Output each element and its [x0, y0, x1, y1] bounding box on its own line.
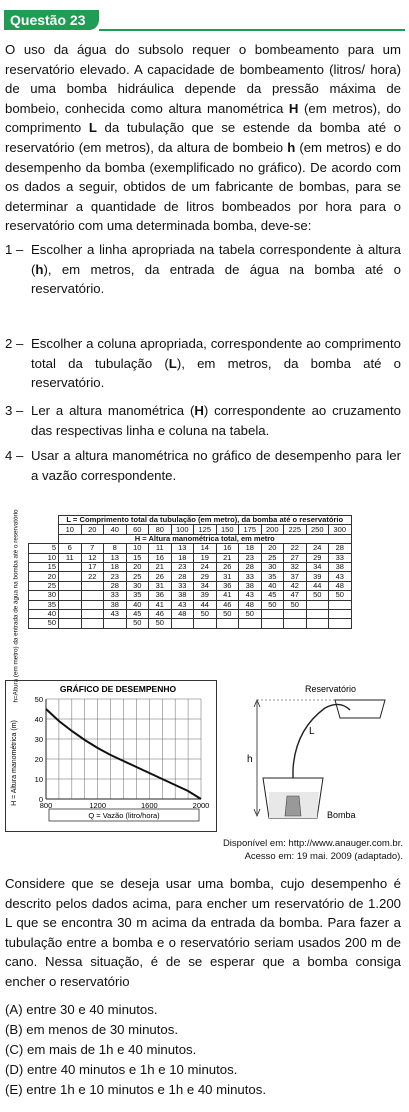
- table-cell: [329, 609, 352, 618]
- question-text: Considere que se deseja usar uma bomba, cujo desempenho é descrito pelos dados acima, para encher um reservatório de 1.200 L que se encontra 30 m acima da entrada da bomba. Para fazer a tubulação entre a bomba e o reservatório seriam usados 200 m de cano. Nessa situação, é de se esperar que a bomba consiga encher o reservatório: [5, 876, 401, 989]
- table-cell: [59, 600, 82, 609]
- table-cell: 19: [194, 553, 217, 562]
- blank-cell: [6, 591, 28, 600]
- table-cell: 44: [306, 581, 329, 590]
- table-cell: 29: [306, 553, 329, 562]
- table-row: [6, 572, 351, 581]
- x-tick-label: 800: [39, 801, 53, 810]
- table-cell: [216, 619, 239, 628]
- performance-chart-svg: [6, 681, 216, 831]
- table-cell: 43: [329, 572, 352, 581]
- table-cell: 50: [284, 600, 307, 609]
- step-number: 4 –: [5, 448, 24, 463]
- table-cell: 43: [171, 600, 194, 609]
- row-h-value: 20: [28, 572, 59, 581]
- y-tick-label: 30: [34, 735, 43, 744]
- blank-cell: [6, 581, 28, 590]
- option-text: em menos de 30 minutos.: [26, 1022, 178, 1037]
- column-header: 150: [216, 525, 239, 534]
- option-letter: (A): [5, 1002, 23, 1017]
- table-cell: 32: [284, 562, 307, 571]
- table-cell: 48: [171, 609, 194, 618]
- table-cell: 31: [149, 581, 172, 590]
- table-cell: 30: [126, 581, 149, 590]
- table-cell: 26: [149, 572, 172, 581]
- y-tick-label: 40: [34, 715, 43, 724]
- table-cell: 22: [81, 572, 104, 581]
- blank-cell: [6, 562, 28, 571]
- table-cell: 33: [329, 553, 352, 562]
- table-cell: [81, 619, 104, 628]
- pump-table: [6, 515, 352, 629]
- table-cell: [261, 619, 284, 628]
- option-letter: (D): [5, 1062, 24, 1077]
- x-tick-label: 1200: [89, 801, 107, 810]
- table-cell: 50: [126, 619, 149, 628]
- table-cell: 45: [126, 609, 149, 618]
- table-cell: 39: [306, 572, 329, 581]
- table-row: [6, 619, 351, 628]
- table-row: [6, 544, 351, 553]
- table-cell: 16: [149, 553, 172, 562]
- table-cell: 43: [104, 609, 127, 618]
- table-cell: 13: [171, 544, 194, 553]
- option-letter: (B): [5, 1022, 23, 1037]
- table-cell: 26: [216, 562, 239, 571]
- column-header: 125: [194, 525, 217, 534]
- column-header: 100: [171, 525, 194, 534]
- table-cell: [239, 619, 262, 628]
- table-cell: 50: [239, 609, 262, 618]
- table-cell: [81, 591, 104, 600]
- table-cell: 40: [126, 600, 149, 609]
- row-h-value: 50: [28, 619, 59, 628]
- row-h-value: 40: [28, 609, 59, 618]
- step-number: 1 –: [5, 242, 24, 257]
- table-row: [6, 562, 351, 571]
- table-cell: 23: [239, 553, 262, 562]
- table-cell: 38: [239, 581, 262, 590]
- table-cell: 23: [104, 572, 127, 581]
- x-tick-label: 2000: [192, 801, 210, 810]
- y-tick-label: 0: [38, 795, 43, 804]
- reservoir-tank: [335, 700, 385, 718]
- table-cell: [329, 600, 352, 609]
- blank-cell: [6, 553, 28, 562]
- table-cell: [81, 600, 104, 609]
- table-cell: 38: [171, 591, 194, 600]
- table-cell: 24: [306, 544, 329, 553]
- table-cell: 18: [104, 562, 127, 571]
- blank-cell: [6, 619, 28, 628]
- table-cell: 46: [216, 600, 239, 609]
- table-cell: 20: [261, 544, 284, 553]
- option-d[interactable]: [5, 1060, 237, 1080]
- table-cell: 42: [284, 581, 307, 590]
- table-cell: 46: [149, 609, 172, 618]
- table-cell: 10: [126, 544, 149, 553]
- table-cell: 21: [149, 562, 172, 571]
- table-cell: 48: [239, 600, 262, 609]
- table-cell: 14: [194, 544, 217, 553]
- source-line-1: Disponível em: http://www.anauger.com.br.: [222, 838, 403, 849]
- table-cell: 25: [261, 553, 284, 562]
- chart-title: GRÁFICO DE DESEMPENHO: [59, 684, 177, 694]
- table-cell: 16: [216, 544, 239, 553]
- table-cell: 24: [194, 562, 217, 571]
- table-cell: 18: [239, 544, 262, 553]
- table-cell: [306, 600, 329, 609]
- y-tick-label: 50: [34, 695, 43, 704]
- option-text: em mais de 1h e 40 minutos.: [26, 1042, 197, 1057]
- table-cell: 50: [149, 619, 172, 628]
- table-cell: 23: [171, 562, 194, 571]
- blank-cell: [6, 609, 28, 618]
- table-cell: [284, 609, 307, 618]
- y-tick-label: 10: [34, 775, 43, 784]
- blank-cell: [6, 516, 28, 525]
- table-cell: 13: [104, 553, 127, 562]
- table-cell: 28: [104, 581, 127, 590]
- table-cell: 28: [329, 544, 352, 553]
- pump-diagram: [235, 680, 405, 830]
- table-cell: 37: [284, 572, 307, 581]
- table-cell: 34: [306, 562, 329, 571]
- table-cell: 33: [171, 581, 194, 590]
- table-row: [6, 581, 351, 590]
- step-text: Escolher a coluna apropriada, correspondente ao comprimento total da tubulação (L), em metros, da bomba até o reservatório.: [31, 336, 401, 391]
- table-cell: [59, 581, 82, 590]
- table-cell: 27: [284, 553, 307, 562]
- step-text: Ler a altura manométrica (H) correspondente ao cruzamento das respectivas linha e coluna na tabela.: [31, 403, 401, 438]
- table-cell: 11: [59, 553, 82, 562]
- table-row: [6, 600, 351, 609]
- table-cell: 15: [126, 553, 149, 562]
- table-cell: 40: [261, 581, 284, 590]
- question-header: [4, 10, 405, 32]
- column-header: 300: [329, 525, 352, 534]
- blank-cell: [6, 600, 28, 609]
- table-cell: 34: [194, 581, 217, 590]
- table-cell: 7: [81, 544, 104, 553]
- table-cell: 17: [81, 562, 104, 571]
- bomba-label: Bomba: [327, 810, 356, 820]
- blank-cell: [28, 525, 59, 534]
- blank-cell: [28, 516, 59, 525]
- option-text: entre 1h e 10 minutos e 1h e 40 minutos.: [26, 1082, 266, 1097]
- table-title: L = Comprimento total da tubulação (em metro), da bomba até o reservatório: [59, 516, 352, 525]
- table-cell: 50: [216, 609, 239, 618]
- table-cell: 45: [261, 591, 284, 600]
- column-header: 225: [284, 525, 307, 534]
- column-header: 40: [104, 525, 127, 534]
- table-row: [6, 553, 351, 562]
- table-cell: 31: [216, 572, 239, 581]
- table-cell: 33: [104, 591, 127, 600]
- table-cell: [59, 572, 82, 581]
- step-number: 3 –: [5, 403, 24, 418]
- table-cell: 18: [171, 553, 194, 562]
- header-rule: [99, 29, 405, 31]
- column-header: 200: [261, 525, 284, 534]
- option-letter: (C): [5, 1042, 24, 1057]
- row-h-value: 35: [28, 600, 59, 609]
- table-cell: 12: [81, 553, 104, 562]
- table-cell: 33: [239, 572, 262, 581]
- table-cell: 21: [216, 553, 239, 562]
- table-cell: 22: [284, 544, 307, 553]
- table-cell: 28: [171, 572, 194, 581]
- y-tick-label: 20: [34, 755, 43, 764]
- table-side-label: h=Altura (em metro) da entrada de água na bomba até o reservatório: [12, 509, 20, 703]
- option-a[interactable]: [5, 1000, 158, 1020]
- table-cell: 20: [126, 562, 149, 571]
- table-cell: [81, 581, 104, 590]
- option-letter: (E): [5, 1082, 23, 1097]
- table-cell: 35: [126, 591, 149, 600]
- option-b[interactable]: [5, 1020, 178, 1040]
- step-number: 2 –: [5, 336, 24, 351]
- row-h-value: 30: [28, 591, 59, 600]
- source-line-2: Acesso em: 19 mai. 2009 (adaptado).: [244, 851, 403, 862]
- option-c[interactable]: [5, 1040, 196, 1060]
- blank-cell: [28, 534, 59, 543]
- table-cell: 25: [126, 572, 149, 581]
- table-cell: 41: [216, 591, 239, 600]
- table-cell: 50: [194, 609, 217, 618]
- row-h-value: 10: [28, 553, 59, 562]
- table-cell: [284, 619, 307, 628]
- table-cell: 36: [149, 591, 172, 600]
- table-cell: 39: [194, 591, 217, 600]
- intro-paragraph: O uso da água do subsolo requer o bombeamento para um reservatório elevado. A capacidade de bombeamento (litros/ hora) de uma bomba hidráulica depende da pressão máxima de bombeio, conhecida como altura manométrica H (em metros), do comprimento L da tubulação que se estende da bomba até o reservatório (em metros), da altura de bombeio h (em metros) e do desempenho da bomba (exemplificado no gráfico). De acordo com os dados a seguir, obtidos de um fabricante de bombas, para se determinar a quantidade de litros bombeados por hora para o reservatório com uma determinada bomba, deve-se:: [5, 42, 401, 234]
- table-cell: 8: [104, 544, 127, 553]
- table-cell: 50: [306, 591, 329, 600]
- step-text: Usar a altura manométrica no gráfico de desempenho para ler a vazão correspondente.: [31, 448, 401, 483]
- table-cell: 47: [284, 591, 307, 600]
- step-3: [5, 401, 401, 441]
- step-4: [5, 446, 401, 486]
- table-cell: 35: [261, 572, 284, 581]
- row-h-value: 25: [28, 581, 59, 590]
- table-cell: 50: [329, 591, 352, 600]
- pump-body: [285, 796, 301, 816]
- table-cell: 28: [239, 562, 262, 571]
- table-cell: [81, 609, 104, 618]
- table-cell: 50: [261, 600, 284, 609]
- option-e[interactable]: [5, 1080, 266, 1100]
- table-row: [6, 591, 351, 600]
- chart-xlabel: Q = Vazão (litro/hora): [88, 811, 160, 820]
- blank-cell: [6, 525, 28, 534]
- table-cell: [306, 619, 329, 628]
- table-cell: 6: [59, 544, 82, 553]
- table-cell: 48: [329, 581, 352, 590]
- table-cell: 38: [329, 562, 352, 571]
- blank-cell: [6, 534, 28, 543]
- table-cell: [261, 609, 284, 618]
- table-row: [6, 609, 351, 618]
- table-cell: 30: [261, 562, 284, 571]
- step-1: [5, 240, 401, 300]
- table-cell: [306, 609, 329, 618]
- column-header: 20: [81, 525, 104, 534]
- table-subtitle: H = Altura manométrica total, em metro: [59, 534, 352, 543]
- table-cell: [59, 619, 82, 628]
- table-cell: 29: [194, 572, 217, 581]
- step-text: Escolher a linha apropriada na tabela correspondente à altura (h), em metros, da entrada de água na bomba até o reservatório.: [31, 242, 401, 297]
- step-2: [5, 334, 401, 394]
- row-h-value: 15: [28, 562, 59, 571]
- column-header: 175: [239, 525, 262, 534]
- table-cell: [104, 619, 127, 628]
- column-header: 80: [149, 525, 172, 534]
- chart-ylabel: H = Altura manométrica (m): [11, 720, 18, 806]
- column-header: 60: [126, 525, 149, 534]
- table-cell: 44: [194, 600, 217, 609]
- blank-cell: [6, 544, 28, 553]
- table-cell: 36: [216, 581, 239, 590]
- table-cell: [59, 591, 82, 600]
- table-cell: [59, 609, 82, 618]
- table-cell: 41: [149, 600, 172, 609]
- reservatorio-label: Reservatório: [305, 684, 357, 694]
- column-header: 10: [59, 525, 82, 534]
- table-cell: [194, 619, 217, 628]
- h-label: h: [247, 754, 253, 765]
- table-cell: [171, 619, 194, 628]
- question-badge: Questão 23: [4, 10, 99, 30]
- performance-graph: [5, 680, 217, 832]
- blank-cell: [6, 572, 28, 581]
- x-tick-label: 1600: [140, 801, 158, 810]
- table-cell: 38: [104, 600, 127, 609]
- table-cell: [329, 619, 352, 628]
- option-text: entre 40 minutos e 1h e 10 minutos.: [26, 1062, 238, 1077]
- option-text: entre 30 e 40 minutos.: [26, 1002, 158, 1017]
- column-header: 250: [306, 525, 329, 534]
- row-h-value: 5: [28, 544, 59, 553]
- table-cell: 43: [239, 591, 262, 600]
- table-cell: [59, 562, 82, 571]
- L-label: L: [309, 726, 315, 737]
- table-cell: 11: [149, 544, 172, 553]
